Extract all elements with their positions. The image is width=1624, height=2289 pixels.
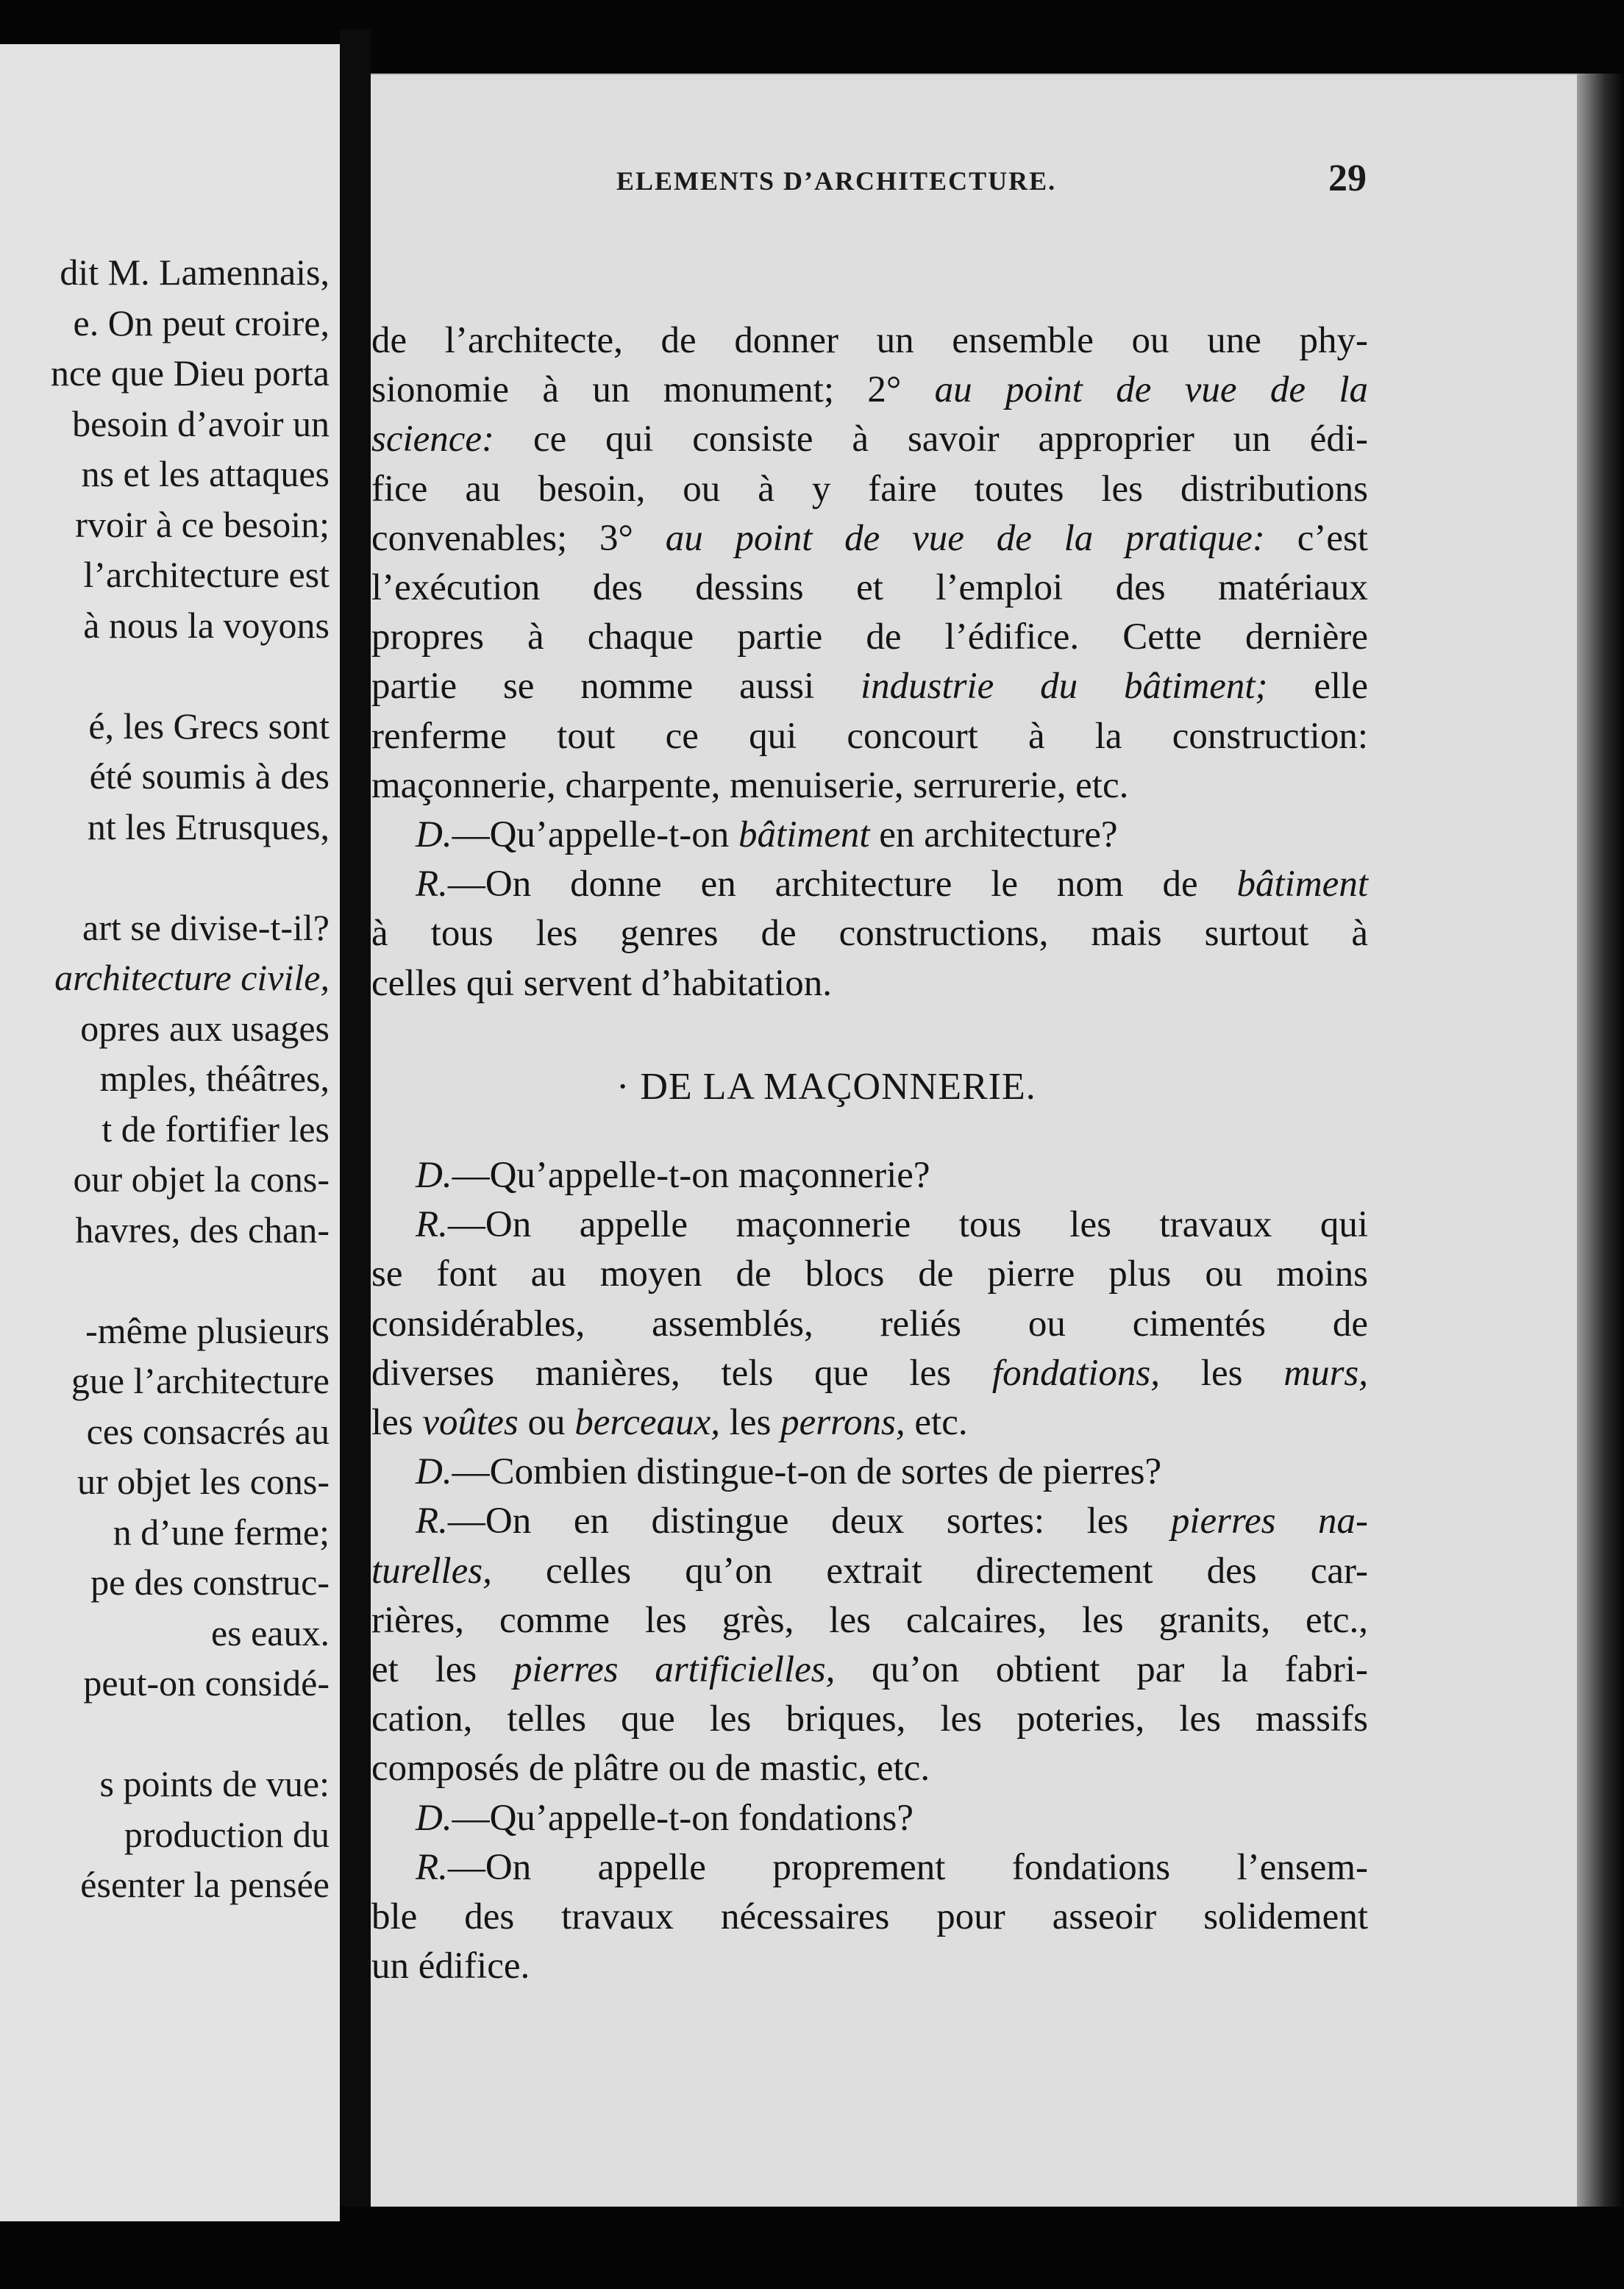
text-line: R.—On appelle proprement fondations l’ensem-: [416, 1846, 1368, 1888]
text-line: fice au besoin, ou à y faire toutes les distributions: [371, 468, 1368, 510]
scan-bottom-margin: [340, 2207, 1624, 2289]
text-line: D.—Qu’appelle-t-on fondations?: [416, 1797, 914, 1839]
text-line: R.—On appelle maçonnerie tous les travaux qui: [416, 1204, 1368, 1246]
text-line: D.—Combien distingue-t-on de sortes de pierres?: [416, 1451, 1162, 1493]
text-line: D.—Qu’appelle-t-on bâtiment en architecture?: [416, 814, 1118, 855]
left-page-line: rvoir à ce besoin;: [75, 503, 330, 545]
left-page-line: besoin d’avoir un: [72, 402, 330, 444]
text-line: de l’architecte, de donner un ensemble ou une phy-: [371, 320, 1368, 361]
text-line: D.—Qu’appelle-t-on maçonnerie?: [416, 1155, 930, 1196]
left-page-line: art se divise-t-il?: [82, 906, 330, 948]
left-page-line: gue l’architecture: [71, 1360, 330, 1401]
left-page-line: our objet la cons-: [73, 1158, 330, 1200]
left-page-line: opres aux usages: [80, 1007, 330, 1049]
text-line: maçonnerie, charpente, menuiserie, serrurerie, etc.: [371, 764, 1129, 806]
left-page-line: ur objet les cons-: [77, 1461, 330, 1502]
left-page-line: nt les Etrusques,: [87, 805, 330, 847]
text-line: considérables, assemblés, reliés ou cimentés de: [371, 1303, 1368, 1345]
previous-page-fragment: [0, 44, 340, 2221]
left-page-line: été soumis à des: [89, 755, 330, 797]
text-line: cation, telles que les briques, les poteries, les massifs: [371, 1698, 1368, 1740]
text-line: à tous les genres de constructions, mais surtout à: [371, 913, 1368, 955]
left-page-line: ces consacrés au: [86, 1410, 330, 1452]
text-line: ble des travaux nécessaires pour asseoir solidement: [371, 1896, 1368, 1937]
left-page-line: e. On peut croire,: [73, 302, 330, 343]
left-page-line: dit M. Lamennais,: [60, 252, 330, 293]
text-line: science: ce qui consiste à savoir approprier un édi-: [371, 419, 1368, 460]
left-page-line: nce que Dieu porta: [50, 352, 330, 394]
left-page-line: é, les Grecs sont: [88, 705, 330, 747]
text-line: renferme tout ce qui concourt à la construction:: [371, 715, 1368, 757]
text-line: R.—On donne en architecture le nom de bâtiment: [416, 864, 1368, 905]
text-line: R.—On en distingue deux sortes: les pierres na-: [416, 1501, 1369, 1542]
text-line: les voûtes ou berceaux, les perrons, etc.: [371, 1402, 968, 1443]
left-page-line: l’architecture est: [83, 554, 330, 595]
left-page-line: n d’une ferme;: [113, 1511, 330, 1553]
left-page-line: ésenter la pensée: [80, 1864, 330, 1905]
text-line: partie se nomme aussi industrie du bâtiment; elle: [371, 666, 1368, 708]
left-page-line: à nous la voyons: [83, 604, 330, 646]
text-line: turelles, celles qu’on extrait directement des car-: [371, 1550, 1368, 1592]
running-title: ELEMENTS D’ARCHITECTURE.: [616, 166, 1057, 196]
text-line: composés de plâtre ou de mastic, etc.: [371, 1748, 930, 1790]
text-line: diverses manières, tels que les fondations, les murs,: [371, 1352, 1369, 1394]
left-page-line: havres, des chan-: [75, 1208, 330, 1250]
left-page-line: pe des construc-: [90, 1562, 330, 1603]
left-page-line: architecture civile,: [54, 957, 330, 998]
left-page-line: -même plusieurs: [85, 1309, 330, 1351]
left-page-line: es eaux.: [210, 1612, 330, 1653]
page-edge-shadow: [1577, 74, 1624, 2207]
left-page-line: mples, théâtres,: [99, 1058, 330, 1099]
left-page-line: t de fortifier les: [102, 1108, 330, 1150]
text-line: l’exécution des dessins et l’emploi des matériaux: [371, 567, 1368, 608]
section-heading: · DE LA MAÇONNERIE.: [616, 1066, 1036, 1108]
left-page-line: production du: [124, 1813, 330, 1855]
text-line: sionomie à un monument; 2° au point de vue de la: [371, 369, 1368, 411]
text-line: propres à chaque partie de l’édifice. Cette dernière: [371, 616, 1368, 658]
text-line: un édifice.: [371, 1946, 530, 1987]
text-line: convenables; 3° au point de vue de la pratique: c’est: [371, 517, 1368, 559]
text-line: celles qui servent d’habitation.: [371, 962, 832, 1004]
page-number: 29: [1328, 157, 1367, 199]
text-line: et les pierres artificielles, qu’on obtient par la fabri-: [371, 1649, 1368, 1690]
left-page-line: s points de vue:: [99, 1763, 330, 1804]
book-gutter: [340, 29, 371, 2265]
text-line: rières, comme les grès, les calcaires, les granits, etc.,: [371, 1599, 1368, 1641]
text-line: se font au moyen de blocs de pierre plus ou moins: [371, 1253, 1368, 1295]
left-page-line: peut-on considé-: [83, 1662, 330, 1704]
left-page-line: ns et les attaques: [81, 453, 330, 494]
